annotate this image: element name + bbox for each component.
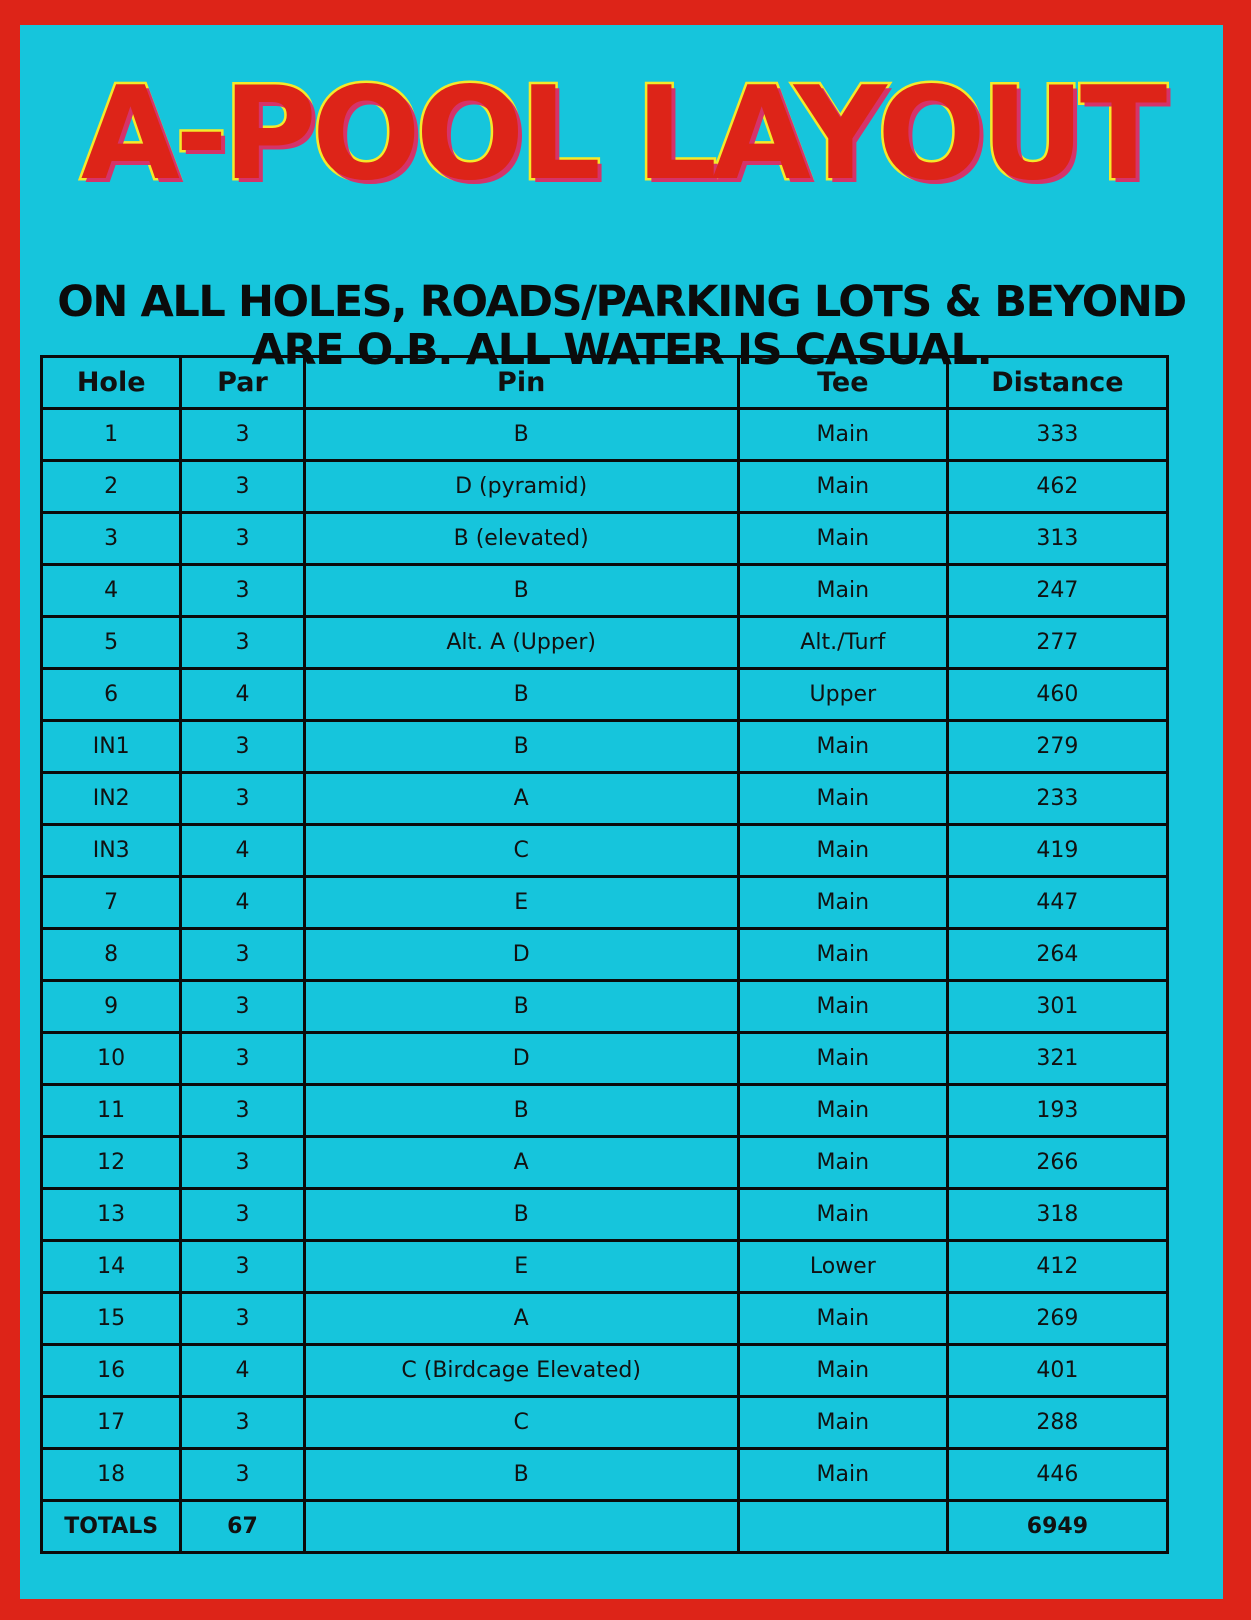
table-row <box>42 1085 1168 1137</box>
cell-pin: A <box>304 773 738 825</box>
cell-par: 3 <box>181 1293 304 1345</box>
cell-hole: 2 <box>42 461 181 513</box>
table-row <box>42 565 1168 617</box>
rules-notice-line-1: ON ALL HOLES, ROADS/PARKING LOTS & BEYOND <box>57 277 1186 327</box>
totals-row <box>42 1501 1168 1553</box>
table-row <box>42 1293 1168 1345</box>
cell-distance: 193 <box>947 1085 1167 1137</box>
cell-tee: Main <box>738 1449 947 1501</box>
cell-tee: Lower <box>738 1241 947 1293</box>
cell-par: 4 <box>181 669 304 721</box>
cell-par: 3 <box>181 1137 304 1189</box>
cell-tee: Main <box>738 1293 947 1345</box>
cell-pin: B <box>304 409 738 461</box>
cell-tee: Main <box>738 513 947 565</box>
cell-par: 3 <box>181 981 304 1033</box>
cell-tee: Main <box>738 409 947 461</box>
cell-pin: B <box>304 1189 738 1241</box>
cell-tee: Main <box>738 1189 947 1241</box>
cell-hole: 10 <box>42 1033 181 1085</box>
cell-distance: 266 <box>947 1137 1167 1189</box>
cell-hole: 8 <box>42 929 181 981</box>
cell-pin: C (Birdcage Elevated) <box>304 1345 738 1397</box>
cell-hole: 11 <box>42 1085 181 1137</box>
cell-par: 3 <box>181 409 304 461</box>
table-row <box>42 1241 1168 1293</box>
cell-par: 3 <box>181 513 304 565</box>
cell-tee: Main <box>738 461 947 513</box>
cell-pin: Alt. A (Upper) <box>304 617 738 669</box>
cell-tee: Main <box>738 1137 947 1189</box>
cell-distance: 318 <box>947 1189 1167 1241</box>
table-row <box>42 1137 1168 1189</box>
cell-distance: 462 <box>947 461 1167 513</box>
cell-pin: B <box>304 1085 738 1137</box>
totals-distance: 6949 <box>947 1501 1167 1553</box>
totals-tee <box>738 1501 947 1553</box>
cell-par: 3 <box>181 721 304 773</box>
cell-tee: Alt./Turf <box>738 617 947 669</box>
cell-distance: 233 <box>947 773 1167 825</box>
header-tee: Tee <box>738 357 947 409</box>
cell-tee: Main <box>738 1345 947 1397</box>
cell-pin: A <box>304 1293 738 1345</box>
cell-distance: 412 <box>947 1241 1167 1293</box>
cell-par: 3 <box>181 1085 304 1137</box>
cell-distance: 264 <box>947 929 1167 981</box>
table-header-row <box>42 357 1168 409</box>
cell-tee: Main <box>738 825 947 877</box>
table-row <box>42 1449 1168 1501</box>
cell-distance: 446 <box>947 1449 1167 1501</box>
cell-tee: Main <box>738 1085 947 1137</box>
header-hole: Hole <box>42 357 181 409</box>
cell-hole: 9 <box>42 981 181 1033</box>
cell-distance: 279 <box>947 721 1167 773</box>
cell-par: 3 <box>181 1033 304 1085</box>
cell-distance: 313 <box>947 513 1167 565</box>
table-row <box>42 461 1168 513</box>
cell-par: 3 <box>181 565 304 617</box>
table-row <box>42 1345 1168 1397</box>
cell-distance: 321 <box>947 1033 1167 1085</box>
table-row <box>42 877 1168 929</box>
cell-hole: 12 <box>42 1137 181 1189</box>
table-row <box>42 669 1168 721</box>
cell-tee: Main <box>738 1033 947 1085</box>
cell-par: 3 <box>181 1397 304 1449</box>
cell-hole: 14 <box>42 1241 181 1293</box>
cell-par: 3 <box>181 773 304 825</box>
cell-par: 3 <box>181 461 304 513</box>
header-pin: Pin <box>304 357 738 409</box>
cell-tee: Main <box>738 981 947 1033</box>
cell-tee: Main <box>738 877 947 929</box>
cell-par: 3 <box>181 617 304 669</box>
cell-hole: 16 <box>42 1345 181 1397</box>
cell-hole: 18 <box>42 1449 181 1501</box>
table-row <box>42 773 1168 825</box>
cell-par: 4 <box>181 825 304 877</box>
cell-par: 4 <box>181 1345 304 1397</box>
page-title: A-POOL LAYOUT <box>80 60 1163 209</box>
cell-par: 3 <box>181 1189 304 1241</box>
cell-distance: 277 <box>947 617 1167 669</box>
cell-pin: B <box>304 1449 738 1501</box>
table-row <box>42 721 1168 773</box>
cell-par: 4 <box>181 877 304 929</box>
cell-distance: 247 <box>947 565 1167 617</box>
cell-hole: 6 <box>42 669 181 721</box>
table-row <box>42 1189 1168 1241</box>
cell-pin: D <box>304 1033 738 1085</box>
cell-pin: D (pyramid) <box>304 461 738 513</box>
totals-label: TOTALS <box>42 1501 181 1553</box>
totals-pin <box>304 1501 738 1553</box>
cell-pin: B <box>304 721 738 773</box>
cell-distance: 301 <box>947 981 1167 1033</box>
rules-notice-line-2: ARE O.B. ALL WATER IS CASUAL. <box>251 325 992 375</box>
table-row <box>42 981 1168 1033</box>
course-layout-table <box>40 355 1169 1554</box>
cell-distance: 288 <box>947 1397 1167 1449</box>
header-distance: Distance <box>947 357 1167 409</box>
table-row <box>42 929 1168 981</box>
cell-hole: IN3 <box>42 825 181 877</box>
cell-tee: Main <box>738 929 947 981</box>
cell-hole: 5 <box>42 617 181 669</box>
header-par: Par <box>181 357 304 409</box>
cell-distance: 401 <box>947 1345 1167 1397</box>
cell-pin: B <box>304 981 738 1033</box>
cell-hole: IN1 <box>42 721 181 773</box>
table-row <box>42 825 1168 877</box>
cell-hole: 4 <box>42 565 181 617</box>
cell-pin: D <box>304 929 738 981</box>
cell-pin: C <box>304 825 738 877</box>
cell-tee: Main <box>738 721 947 773</box>
table-row <box>42 1033 1168 1085</box>
table-row <box>42 513 1168 565</box>
cell-hole: 7 <box>42 877 181 929</box>
cell-distance: 419 <box>947 825 1167 877</box>
cell-pin: E <box>304 1241 738 1293</box>
cell-pin: B <box>304 565 738 617</box>
cell-pin: E <box>304 877 738 929</box>
cell-distance: 333 <box>947 409 1167 461</box>
cell-hole: IN2 <box>42 773 181 825</box>
cell-tee: Upper <box>738 669 947 721</box>
cell-tee: Main <box>738 1397 947 1449</box>
cell-pin: B <box>304 669 738 721</box>
table-row <box>42 617 1168 669</box>
cell-tee: Main <box>738 773 947 825</box>
cell-distance: 447 <box>947 877 1167 929</box>
cell-par: 3 <box>181 1241 304 1293</box>
cell-tee: Main <box>738 565 947 617</box>
cell-par: 3 <box>181 1449 304 1501</box>
cell-hole: 15 <box>42 1293 181 1345</box>
cell-distance: 269 <box>947 1293 1167 1345</box>
cell-hole: 13 <box>42 1189 181 1241</box>
totals-par: 67 <box>181 1501 304 1553</box>
cell-hole: 17 <box>42 1397 181 1449</box>
cell-distance: 460 <box>947 669 1167 721</box>
cell-hole: 3 <box>42 513 181 565</box>
cell-pin: A <box>304 1137 738 1189</box>
cell-pin: B (elevated) <box>304 513 738 565</box>
cell-hole: 1 <box>42 409 181 461</box>
cell-pin: C <box>304 1397 738 1449</box>
cell-par: 3 <box>181 929 304 981</box>
table-row <box>42 1397 1168 1449</box>
table-row <box>42 409 1168 461</box>
